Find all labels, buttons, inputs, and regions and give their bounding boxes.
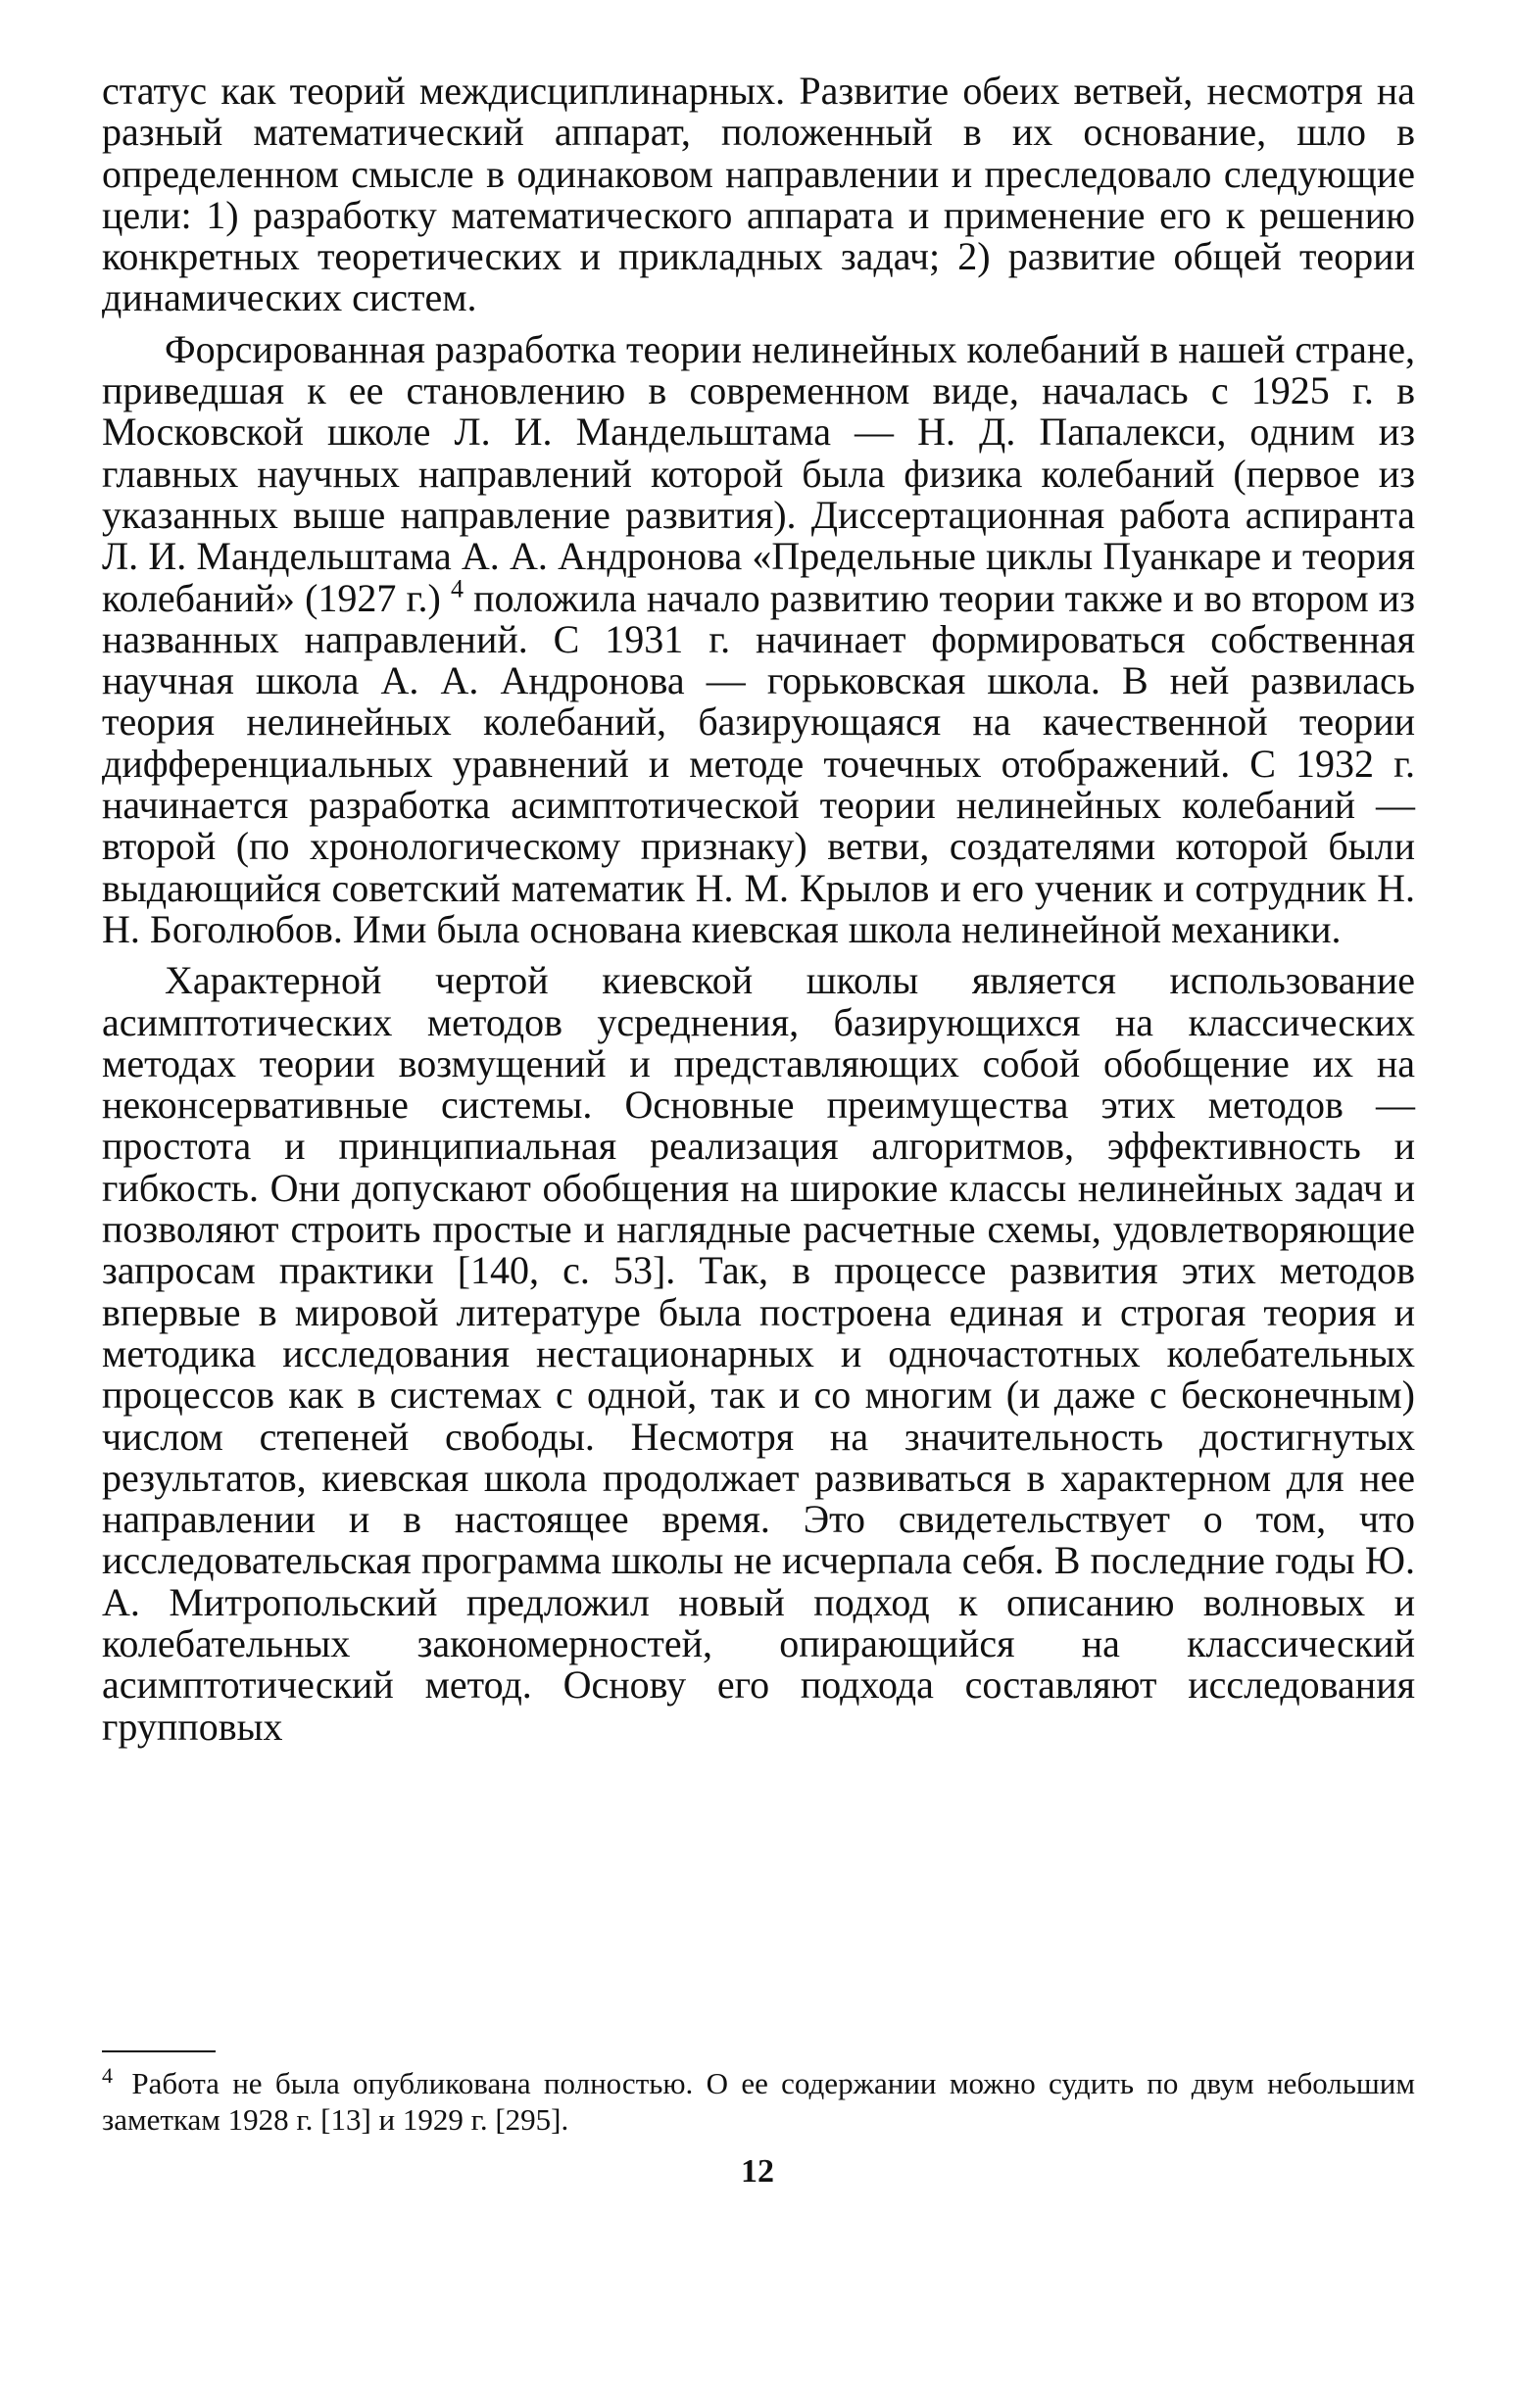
page-number: 12 <box>741 2153 774 2190</box>
paragraph-3: Характерной чертой киевской школы является использование асимптотических методов усреднения, базирующихся на классических методах теории возмущений и представляющих собой обобщение их на неконсервативные системы. Основные преимущества этих методов — простота и принципиальная реализация алгоритмов, эффективность и гибкость. Они допускают обобщения на широкие классы нелинейных задач и позволяют строить простые и наглядные расчетные схемы, удовлетворяющие запросам практики [140, с. 53]. Так, в процессе развития этих методов впервые в мировой литературе была построена единая и строгая теория и методика исследования нестационарных и одночастотных колебательных процессов как в системах с одной, так и со многим (и даже с бесконечным) числом степеней свободы. Несмотря на значительность достигнутых результатов, киевская школа продолжает развиваться в характерном для нее направлении и в настоящее время. Это свидетельствует о том, что исследовательская программа школы не исчерпала себя. В последние годы Ю. А. Митропольский предложил новый подход к описанию волновых и колебательных закономерностей, опирающийся на классический асимптотический метод. Основу его подхода составляют исследования групповых <box>102 958 1415 1749</box>
footnote-reference[interactable]: 4 <box>450 574 464 603</box>
main-text <box>102 71 1415 1748</box>
footnote-text: Работа не была опубликована полностью. О ее содержании можно судить по двум небольшим заметкам 1928 г. [13] и 1929 г. [295]. <box>102 2066 1415 2137</box>
paragraph-2-text: Форсированная разработка теории нелинейных колебаний в нашей стране, приведшая к ее становлению в современном виде, началась с 1925 г. в Московской школе Л. И. Мандельштама — Н. Д. Папалекси, одним из главных научных направлений которой была физика колебаний (первое из указанных выше направление развития). Диссертационная работа аспиранта Л. И. Мандельштама А. А. Андронова «Предельные циклы Пуанкаре и теория колебаний» (1927 г.) <box>102 326 1416 620</box>
paragraph-2 <box>102 326 1416 951</box>
footnote-mark: 4 <box>102 2062 113 2088</box>
paragraph-2-continuation: положила начало развитию теории также и во втором из названных направлений. С 1931 г. начинает формироваться собственная научная школа А. А. Андронова — горьковская школа. В ней развилась теория нелинейных колебаний, базирующаяся на качественной теории дифференциальных уравнений и методе точечных отображений. С 1932 г. начинается разработка асимптотической теории нелинейных колебаний — второй (по хронологическому признаку) ветви, создателями которой были выдающийся советский математик Н. М. Крылов и его ученик и сотрудник Н. Н. Боголюбов. Ими была основана киевская школа нелинейной механики. <box>102 575 1416 951</box>
footnote <box>102 2062 1415 2138</box>
paragraph-1: статус как теорий междисциплинарных. Развитие обеих ветвей, несмотря на разный математический аппарат, положенный в их основание, шло в определенном смысле в одинаковом направлении и преследовало следующие цели: 1) разработку математического аппарата и применение его к решению конкретных теоретических и прикладных задач; 2) развитие общей теории динамических систем. <box>102 69 1415 320</box>
footnote-divider <box>102 2050 216 2052</box>
page-content <box>102 71 1415 1748</box>
